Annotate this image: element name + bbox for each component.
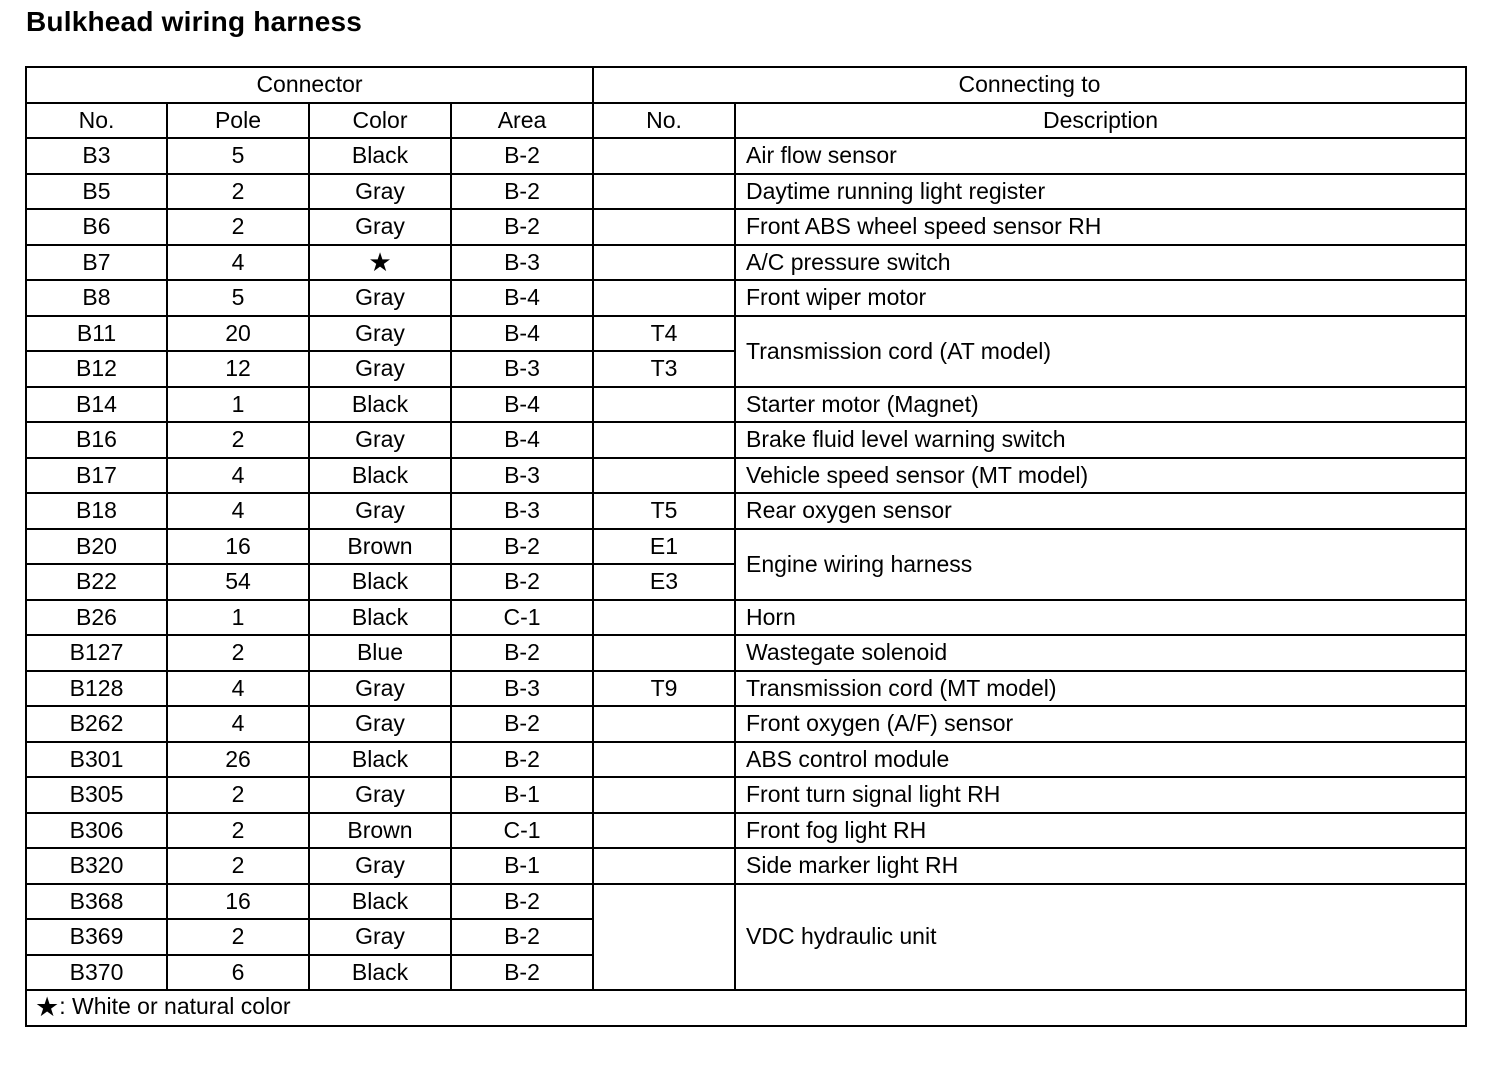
cell-pole: 2 [167,848,309,884]
cell-area: B-2 [451,706,593,742]
table-row [26,529,1466,565]
connector-group-header: Connector [26,67,593,103]
table-row [26,138,1466,174]
table-row [26,387,1466,423]
cell-no: B128 [26,671,167,707]
table-row [26,493,1466,529]
cell-color: Gray [309,493,451,529]
cell-no: B18 [26,493,167,529]
footnote-row [26,990,1466,1026]
cell-area: B-3 [451,671,593,707]
cell-pole: 2 [167,777,309,813]
cell-color: Black [309,138,451,174]
cell-conn-no [593,635,735,671]
cell-color: Black [309,387,451,423]
cell-color: Gray [309,209,451,245]
cell-description: Front wiper motor [735,280,1466,316]
table-row [26,422,1466,458]
cell-conn-no [593,138,735,174]
cell-conn-no [593,848,735,884]
cell-area: B-4 [451,316,593,352]
cell-pole: 2 [167,813,309,849]
cell-color: Gray [309,919,451,955]
cell-conn-no: T4 [593,316,735,352]
col-header-description: Description [735,103,1466,139]
cell-color: Blue [309,635,451,671]
table-row [26,884,1466,920]
col-header-conn-no: No. [593,103,735,139]
cell-area: C-1 [451,813,593,849]
table-row [26,777,1466,813]
cell-no: B22 [26,564,167,600]
cell-description: Starter motor (Magnet) [735,387,1466,423]
cell-color: Gray [309,174,451,210]
cell-pole: 2 [167,919,309,955]
cell-conn-no [593,600,735,636]
cell-no: B306 [26,813,167,849]
table-row [26,600,1466,636]
cell-conn-no [593,813,735,849]
cell-color: Gray [309,848,451,884]
cell-conn-no [593,245,735,281]
star-icon: ★ [35,992,60,1023]
col-header-color: Color [309,103,451,139]
col-header-pole: Pole [167,103,309,139]
cell-pole: 4 [167,458,309,494]
cell-area: B-3 [451,245,593,281]
cell-description: A/C pressure switch [735,245,1466,281]
table-row [26,671,1466,707]
cell-no: B16 [26,422,167,458]
cell-no: B20 [26,529,167,565]
cell-area: B-4 [451,387,593,423]
cell-no: B14 [26,387,167,423]
cell-description: Air flow sensor [735,138,1466,174]
cell-description: Front oxygen (A/F) sensor [735,706,1466,742]
cell-pole: 6 [167,955,309,991]
cell-color: Gray [309,316,451,352]
table-row [26,706,1466,742]
cell-no: B11 [26,316,167,352]
cell-no: B12 [26,351,167,387]
table-row [26,245,1466,281]
cell-no: B262 [26,706,167,742]
table-row [26,316,1466,352]
table-row [26,174,1466,210]
cell-color: Black [309,564,451,600]
cell-no: B5 [26,174,167,210]
cell-area: B-3 [451,458,593,494]
cell-conn-no [593,458,735,494]
table-row [26,848,1466,884]
cell-description: Vehicle speed sensor (MT model) [735,458,1466,494]
cell-no: B369 [26,919,167,955]
cell-conn-no [593,422,735,458]
cell-conn-no [593,742,735,778]
cell-area: C-1 [451,600,593,636]
cell-area: B-2 [451,635,593,671]
table-row [26,209,1466,245]
cell-description: Transmission cord (AT model) [735,316,1466,387]
cell-pole: 5 [167,138,309,174]
cell-conn-no [593,174,735,210]
cell-no: B8 [26,280,167,316]
cell-pole: 54 [167,564,309,600]
cell-description: Front ABS wheel speed sensor RH [735,209,1466,245]
cell-conn-no: T3 [593,351,735,387]
cell-description: Transmission cord (MT model) [735,671,1466,707]
cell-pole: 4 [167,245,309,281]
cell-area: B-2 [451,209,593,245]
cell-conn-no: T9 [593,671,735,707]
cell-color: Brown [309,529,451,565]
table-row [26,635,1466,671]
cell-color: Black [309,742,451,778]
cell-no: B17 [26,458,167,494]
cell-color: Gray [309,280,451,316]
cell-pole: 2 [167,635,309,671]
star-icon: ★ [309,245,451,281]
cell-no: B6 [26,209,167,245]
cell-conn-no [593,884,735,991]
cell-area: B-4 [451,280,593,316]
cell-conn-no: E1 [593,529,735,565]
cell-area: B-2 [451,955,593,991]
table-row [26,742,1466,778]
cell-conn-no [593,777,735,813]
cell-conn-no [593,387,735,423]
cell-area: B-4 [451,422,593,458]
cell-color: Black [309,458,451,494]
col-header-no: No. [26,103,167,139]
cell-area: B-1 [451,777,593,813]
cell-no: B368 [26,884,167,920]
cell-description: Brake fluid level warning switch [735,422,1466,458]
cell-no: B127 [26,635,167,671]
cell-area: B-1 [451,848,593,884]
cell-description: Engine wiring harness [735,529,1466,600]
cell-description: ABS control module [735,742,1466,778]
cell-conn-no [593,706,735,742]
connecting-to-group-header: Connecting to [593,67,1466,103]
cell-area: B-3 [451,351,593,387]
page-title: Bulkhead wiring harness [26,6,363,37]
cell-description: Front fog light RH [735,813,1466,849]
cell-pole: 12 [167,351,309,387]
cell-pole: 4 [167,493,309,529]
cell-pole: 4 [167,671,309,707]
cell-description: Rear oxygen sensor [735,493,1466,529]
cell-color: Brown [309,813,451,849]
cell-pole: 26 [167,742,309,778]
cell-conn-no: T5 [593,493,735,529]
cell-color: Black [309,955,451,991]
cell-area: B-2 [451,174,593,210]
cell-pole: 20 [167,316,309,352]
cell-area: B-2 [451,919,593,955]
table-row [26,458,1466,494]
cell-no: B370 [26,955,167,991]
cell-description: Horn [735,600,1466,636]
cell-no: B7 [26,245,167,281]
cell-conn-no: E3 [593,564,735,600]
cell-pole: 5 [167,280,309,316]
cell-description: Front turn signal light RH [735,777,1466,813]
cell-pole: 1 [167,387,309,423]
cell-description: Side marker light RH [735,848,1466,884]
cell-color: Gray [309,351,451,387]
cell-pole: 2 [167,209,309,245]
cell-area: B-2 [451,742,593,778]
cell-pole: 2 [167,422,309,458]
cell-area: B-3 [451,493,593,529]
cell-no: B26 [26,600,167,636]
cell-area: B-2 [451,529,593,565]
table-row [26,280,1466,316]
cell-area: B-2 [451,884,593,920]
cell-color: Gray [309,706,451,742]
cell-no: B3 [26,138,167,174]
cell-pole: 2 [167,174,309,210]
cell-color: Black [309,600,451,636]
cell-color: Black [309,884,451,920]
column-header-row [26,103,1466,139]
col-header-area: Area [451,103,593,139]
cell-pole: 16 [167,529,309,565]
cell-no: B320 [26,848,167,884]
cell-pole: 4 [167,706,309,742]
cell-no: B301 [26,742,167,778]
table-body [26,138,1466,990]
cell-color: Gray [309,777,451,813]
cell-conn-no [593,209,735,245]
cell-area: B-2 [451,138,593,174]
group-header-row [26,67,1466,103]
cell-description: Daytime running light register [735,174,1466,210]
wiring-table [25,66,1467,1027]
footnote-text: : White or natural color [59,993,291,1020]
cell-no: B305 [26,777,167,813]
cell-conn-no [593,280,735,316]
table-row [26,813,1466,849]
cell-color: Gray [309,422,451,458]
cell-pole: 1 [167,600,309,636]
cell-pole: 16 [167,884,309,920]
cell-color: Gray [309,671,451,707]
cell-description: VDC hydraulic unit [735,884,1466,991]
cell-area: B-2 [451,564,593,600]
footnote-cell [26,990,1466,1026]
cell-description: Wastegate solenoid [735,635,1466,671]
